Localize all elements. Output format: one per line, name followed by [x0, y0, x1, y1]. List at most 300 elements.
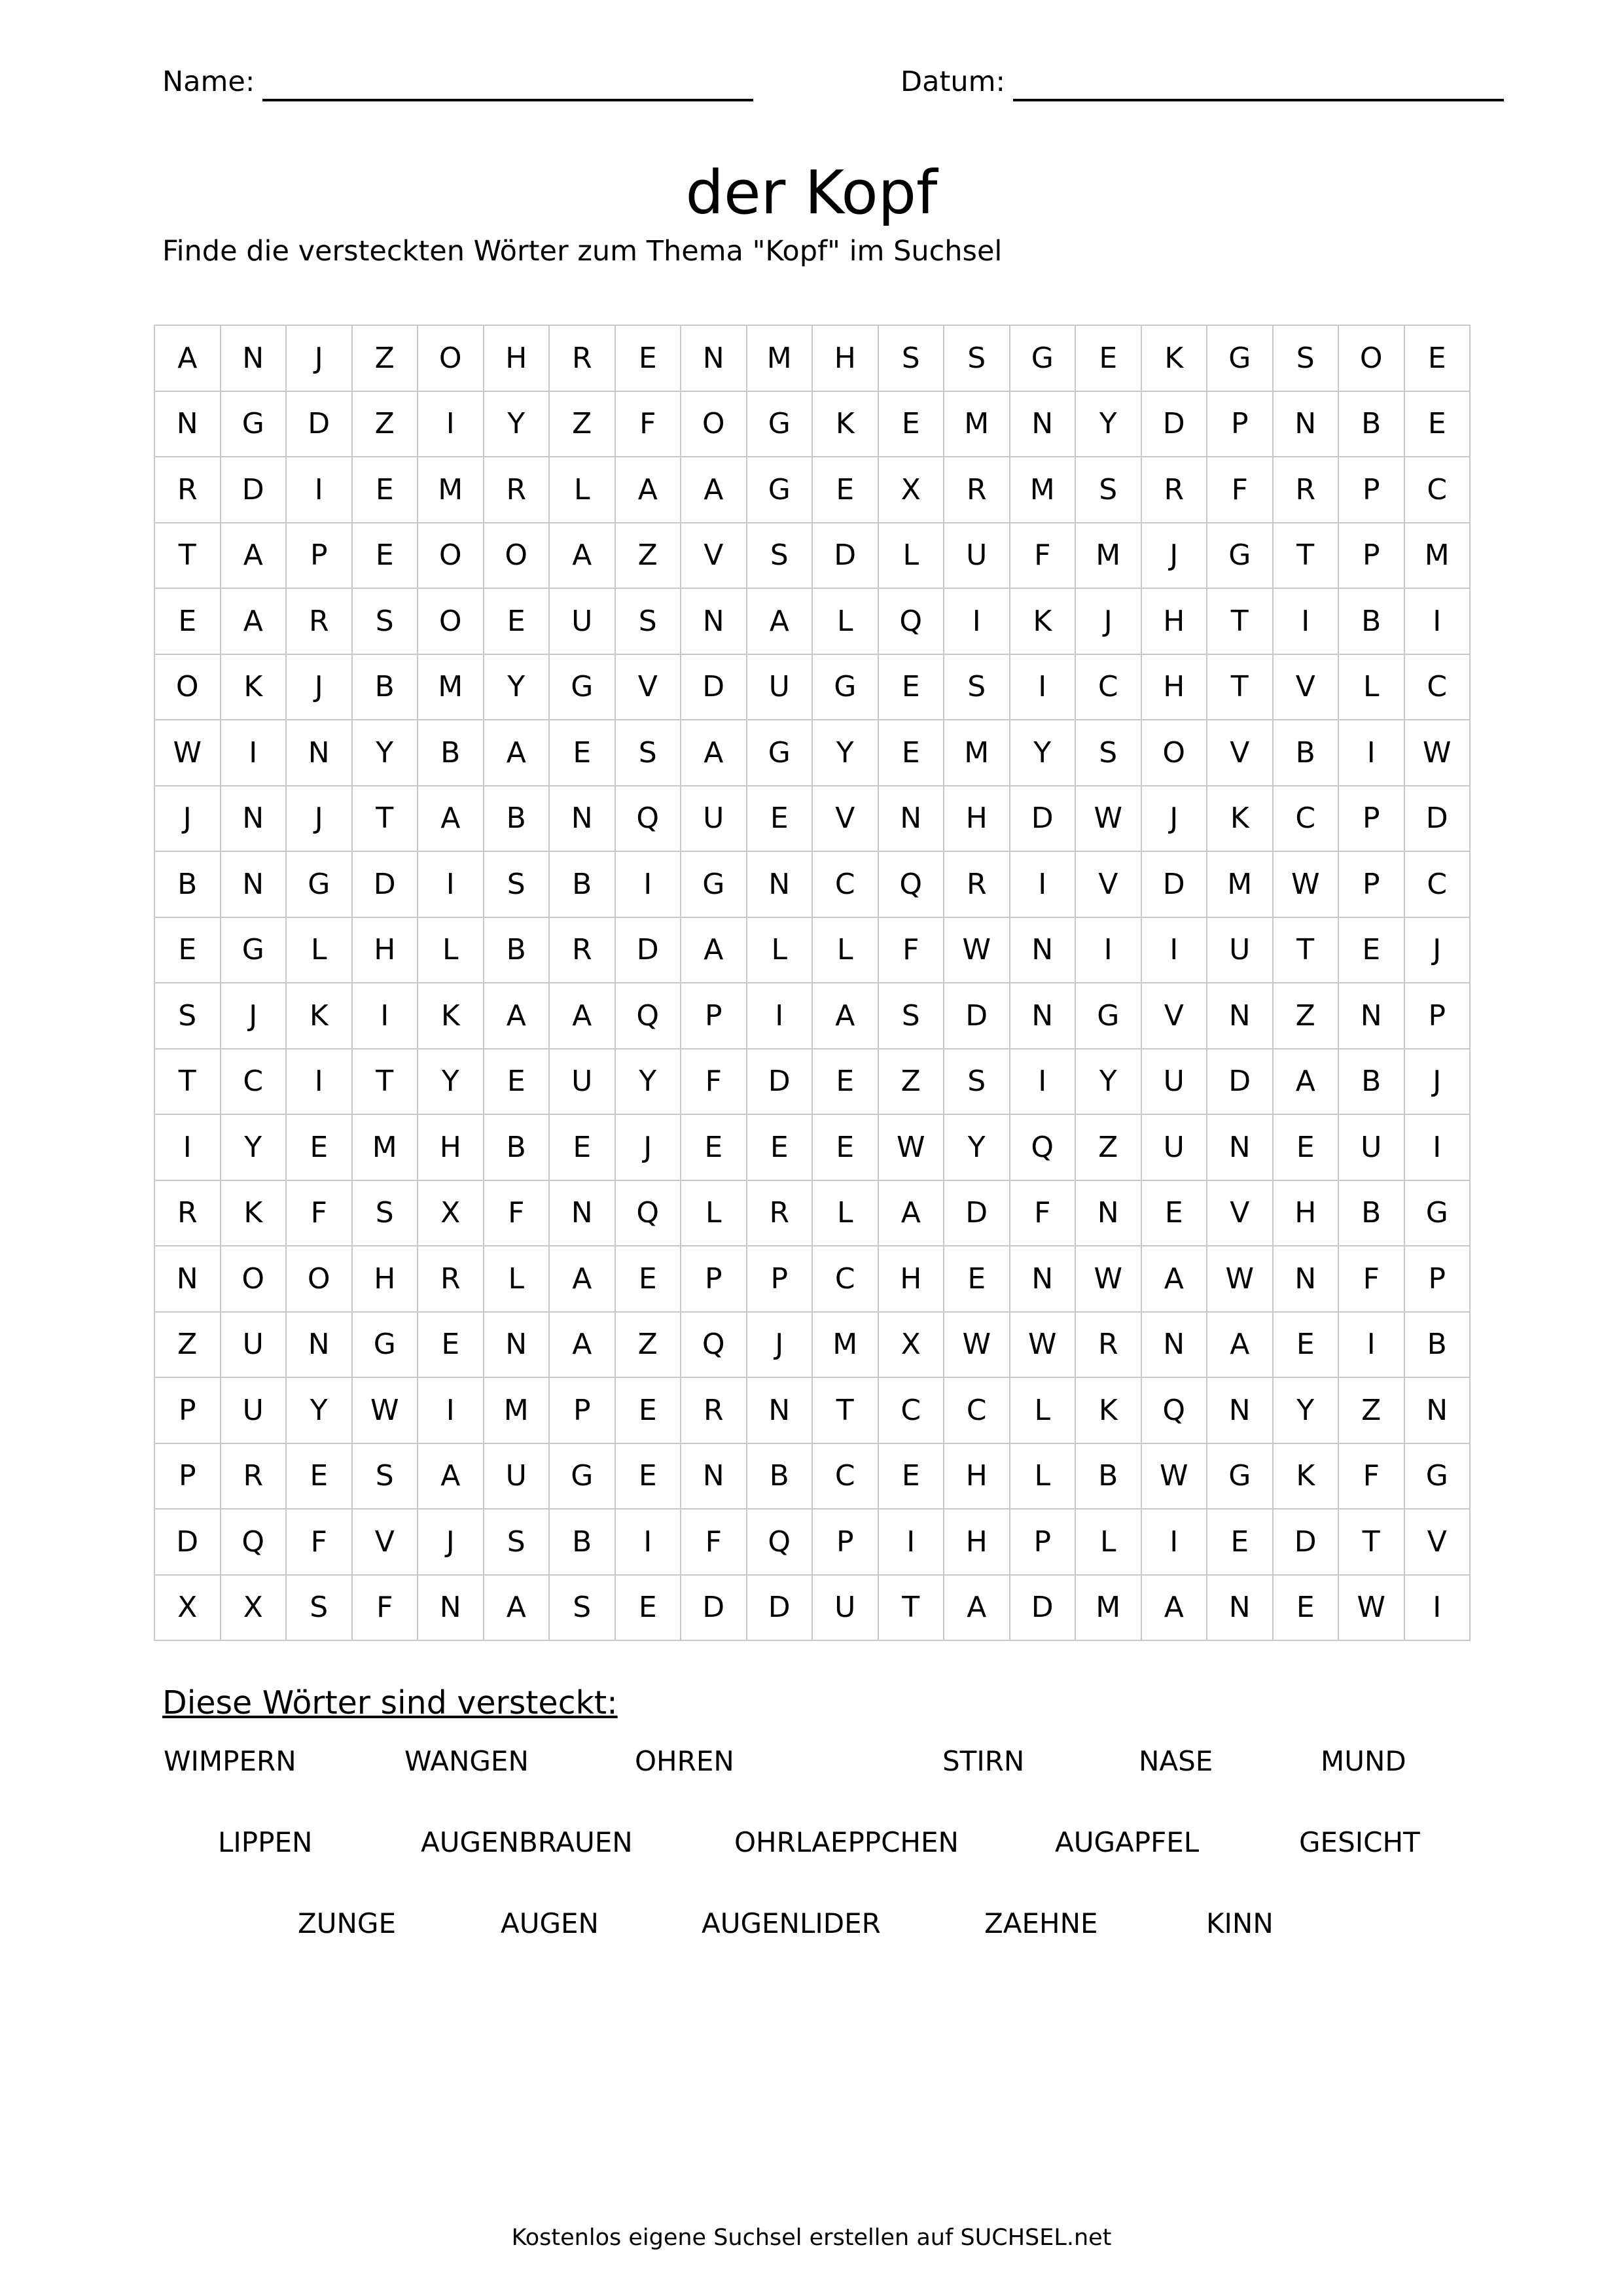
- grid-cell[interactable]: H: [418, 1115, 484, 1181]
- grid-cell[interactable]: V: [681, 523, 747, 590]
- grid-cell[interactable]: Y: [353, 720, 419, 786]
- grid-cell[interactable]: D: [747, 1050, 813, 1116]
- grid-cell[interactable]: I: [1142, 1510, 1208, 1576]
- grid-cell[interactable]: K: [221, 1181, 287, 1247]
- grid-cell[interactable]: L: [1010, 1444, 1077, 1510]
- grid-cell[interactable]: V: [1076, 852, 1142, 918]
- grid-cell[interactable]: G: [1010, 326, 1077, 392]
- grid-cell[interactable]: T: [155, 523, 221, 590]
- grid-cell[interactable]: G: [747, 392, 813, 458]
- grid-cell[interactable]: N: [550, 786, 616, 853]
- grid-cell[interactable]: E: [879, 1444, 945, 1510]
- grid-cell[interactable]: U: [550, 1050, 616, 1116]
- grid-cell[interactable]: T: [1274, 523, 1340, 590]
- grid-cell[interactable]: E: [353, 523, 419, 590]
- grid-cell[interactable]: I: [287, 1050, 353, 1116]
- grid-cell[interactable]: X: [155, 1576, 221, 1642]
- grid-cell[interactable]: N: [155, 392, 221, 458]
- grid-cell[interactable]: J: [155, 786, 221, 853]
- grid-cell[interactable]: L: [1076, 1510, 1142, 1576]
- grid-cell[interactable]: F: [287, 1510, 353, 1576]
- grid-cell[interactable]: D: [1010, 786, 1077, 853]
- grid-cell[interactable]: V: [353, 1510, 419, 1576]
- grid-cell[interactable]: Y: [1274, 1378, 1340, 1444]
- grid-cell[interactable]: E: [484, 589, 550, 655]
- grid-cell[interactable]: D: [747, 1576, 813, 1642]
- grid-cell[interactable]: F: [1339, 1444, 1405, 1510]
- grid-cell[interactable]: E: [747, 786, 813, 853]
- grid-cell[interactable]: E: [1076, 326, 1142, 392]
- grid-cell[interactable]: W: [1339, 1576, 1405, 1642]
- grid-cell[interactable]: D: [813, 523, 879, 590]
- grid-cell[interactable]: P: [155, 1378, 221, 1444]
- grid-cell[interactable]: E: [418, 1313, 484, 1379]
- grid-cell[interactable]: R: [944, 457, 1010, 523]
- grid-cell[interactable]: N: [155, 1246, 221, 1313]
- grid-cell[interactable]: D: [1274, 1510, 1340, 1576]
- grid-cell[interactable]: N: [221, 852, 287, 918]
- grid-cell[interactable]: J: [221, 983, 287, 1050]
- grid-cell[interactable]: C: [944, 1378, 1010, 1444]
- grid-cell[interactable]: S: [1076, 457, 1142, 523]
- grid-cell[interactable]: O: [484, 523, 550, 590]
- grid-cell[interactable]: M: [1010, 457, 1077, 523]
- grid-cell[interactable]: C: [1405, 457, 1471, 523]
- grid-cell[interactable]: S: [747, 523, 813, 590]
- grid-cell[interactable]: Z: [155, 1313, 221, 1379]
- grid-cell[interactable]: E: [1339, 918, 1405, 984]
- grid-cell[interactable]: S: [879, 983, 945, 1050]
- grid-cell[interactable]: Z: [1076, 1115, 1142, 1181]
- grid-cell[interactable]: R: [155, 1181, 221, 1247]
- grid-cell[interactable]: H: [813, 326, 879, 392]
- grid-cell[interactable]: O: [418, 589, 484, 655]
- grid-cell[interactable]: B: [550, 852, 616, 918]
- grid-cell[interactable]: J: [1142, 523, 1208, 590]
- grid-cell[interactable]: T: [1274, 918, 1340, 984]
- grid-cell[interactable]: I: [1010, 852, 1077, 918]
- grid-cell[interactable]: G: [1207, 1444, 1274, 1510]
- grid-cell[interactable]: D: [681, 1576, 747, 1642]
- grid-cell[interactable]: E: [616, 1378, 682, 1444]
- grid-cell[interactable]: U: [1207, 918, 1274, 984]
- grid-cell[interactable]: N: [681, 1444, 747, 1510]
- grid-cell[interactable]: J: [418, 1510, 484, 1576]
- grid-cell[interactable]: A: [747, 589, 813, 655]
- grid-cell[interactable]: S: [287, 1576, 353, 1642]
- grid-cell[interactable]: G: [747, 720, 813, 786]
- grid-cell[interactable]: N: [550, 1181, 616, 1247]
- grid-cell[interactable]: L: [287, 918, 353, 984]
- grid-cell[interactable]: T: [813, 1378, 879, 1444]
- grid-cell[interactable]: I: [353, 983, 419, 1050]
- grid-cell[interactable]: L: [1339, 655, 1405, 721]
- grid-cell[interactable]: V: [1274, 655, 1340, 721]
- grid-cell[interactable]: J: [287, 786, 353, 853]
- grid-cell[interactable]: B: [484, 918, 550, 984]
- grid-cell[interactable]: N: [1339, 983, 1405, 1050]
- grid-cell[interactable]: Q: [681, 1313, 747, 1379]
- grid-cell[interactable]: B: [550, 1510, 616, 1576]
- grid-cell[interactable]: Q: [616, 983, 682, 1050]
- grid-cell[interactable]: T: [879, 1576, 945, 1642]
- grid-cell[interactable]: E: [484, 1050, 550, 1116]
- grid-cell[interactable]: L: [813, 1181, 879, 1247]
- grid-cell[interactable]: A: [484, 983, 550, 1050]
- grid-cell[interactable]: P: [747, 1246, 813, 1313]
- grid-cell[interactable]: N: [747, 852, 813, 918]
- grid-cell[interactable]: L: [813, 589, 879, 655]
- grid-cell[interactable]: E: [681, 1115, 747, 1181]
- grid-cell[interactable]: V: [1207, 720, 1274, 786]
- grid-cell[interactable]: W: [879, 1115, 945, 1181]
- grid-cell[interactable]: N: [1142, 1313, 1208, 1379]
- grid-cell[interactable]: A: [681, 918, 747, 984]
- grid-cell[interactable]: X: [879, 457, 945, 523]
- grid-cell[interactable]: H: [353, 1246, 419, 1313]
- grid-cell[interactable]: T: [1207, 589, 1274, 655]
- grid-cell[interactable]: A: [484, 1576, 550, 1642]
- grid-cell[interactable]: G: [1076, 983, 1142, 1050]
- grid-cell[interactable]: G: [813, 655, 879, 721]
- grid-cell[interactable]: Z: [353, 326, 419, 392]
- grid-cell[interactable]: S: [353, 589, 419, 655]
- grid-cell[interactable]: J: [1142, 786, 1208, 853]
- grid-cell[interactable]: M: [944, 720, 1010, 786]
- grid-cell[interactable]: N: [1010, 392, 1077, 458]
- grid-cell[interactable]: P: [1339, 786, 1405, 853]
- grid-cell[interactable]: C: [1076, 655, 1142, 721]
- grid-cell[interactable]: H: [944, 1444, 1010, 1510]
- grid-cell[interactable]: B: [155, 852, 221, 918]
- grid-cell[interactable]: T: [1339, 1510, 1405, 1576]
- grid-cell[interactable]: E: [1274, 1313, 1340, 1379]
- grid-cell[interactable]: G: [287, 852, 353, 918]
- grid-cell[interactable]: A: [550, 1246, 616, 1313]
- grid-cell[interactable]: S: [550, 1576, 616, 1642]
- grid-cell[interactable]: L: [484, 1246, 550, 1313]
- grid-cell[interactable]: E: [879, 655, 945, 721]
- grid-cell[interactable]: U: [550, 589, 616, 655]
- grid-cell[interactable]: J: [1076, 589, 1142, 655]
- grid-cell[interactable]: M: [418, 655, 484, 721]
- grid-cell[interactable]: N: [287, 1313, 353, 1379]
- grid-cell[interactable]: B: [747, 1444, 813, 1510]
- grid-cell[interactable]: N: [1207, 1378, 1274, 1444]
- grid-cell[interactable]: I: [287, 457, 353, 523]
- grid-cell[interactable]: E: [155, 589, 221, 655]
- grid-cell[interactable]: S: [944, 1050, 1010, 1116]
- grid-cell[interactable]: Y: [287, 1378, 353, 1444]
- grid-cell[interactable]: E: [1274, 1576, 1340, 1642]
- grid-cell[interactable]: E: [155, 918, 221, 984]
- grid-cell[interactable]: D: [616, 918, 682, 984]
- grid-cell[interactable]: A: [1274, 1050, 1340, 1116]
- grid-cell[interactable]: F: [287, 1181, 353, 1247]
- grid-cell[interactable]: Y: [944, 1115, 1010, 1181]
- grid-cell[interactable]: A: [1142, 1576, 1208, 1642]
- grid-cell[interactable]: R: [1076, 1313, 1142, 1379]
- grid-cell[interactable]: B: [1076, 1444, 1142, 1510]
- grid-cell[interactable]: C: [1405, 655, 1471, 721]
- grid-cell[interactable]: N: [287, 720, 353, 786]
- grid-cell[interactable]: A: [484, 720, 550, 786]
- grid-cell[interactable]: L: [550, 457, 616, 523]
- grid-cell[interactable]: E: [1207, 1510, 1274, 1576]
- grid-cell[interactable]: R: [550, 326, 616, 392]
- grid-cell[interactable]: O: [1142, 720, 1208, 786]
- grid-cell[interactable]: B: [1339, 1181, 1405, 1247]
- grid-cell[interactable]: E: [813, 1115, 879, 1181]
- grid-cell[interactable]: K: [813, 392, 879, 458]
- grid-cell[interactable]: I: [1405, 1576, 1471, 1642]
- grid-cell[interactable]: F: [1010, 1181, 1077, 1247]
- grid-cell[interactable]: K: [418, 983, 484, 1050]
- grid-cell[interactable]: S: [1274, 326, 1340, 392]
- grid-cell[interactable]: A: [813, 983, 879, 1050]
- grid-cell[interactable]: M: [1207, 852, 1274, 918]
- grid-cell[interactable]: B: [484, 1115, 550, 1181]
- grid-cell[interactable]: M: [1405, 523, 1471, 590]
- grid-cell[interactable]: S: [353, 1181, 419, 1247]
- grid-cell[interactable]: N: [1207, 1115, 1274, 1181]
- grid-cell[interactable]: N: [1010, 983, 1077, 1050]
- grid-cell[interactable]: C: [813, 1246, 879, 1313]
- grid-cell[interactable]: J: [1405, 1050, 1471, 1116]
- grid-cell[interactable]: A: [418, 1444, 484, 1510]
- grid-cell[interactable]: R: [747, 1181, 813, 1247]
- grid-cell[interactable]: M: [813, 1313, 879, 1379]
- grid-cell[interactable]: A: [944, 1576, 1010, 1642]
- grid-cell[interactable]: E: [879, 392, 945, 458]
- grid-cell[interactable]: C: [813, 1444, 879, 1510]
- grid-cell[interactable]: R: [550, 918, 616, 984]
- grid-cell[interactable]: E: [550, 720, 616, 786]
- grid-cell[interactable]: N: [1274, 1246, 1340, 1313]
- grid-cell[interactable]: U: [1142, 1115, 1208, 1181]
- grid-cell[interactable]: G: [550, 1444, 616, 1510]
- grid-cell[interactable]: M: [418, 457, 484, 523]
- grid-cell[interactable]: G: [221, 918, 287, 984]
- grid-cell[interactable]: Z: [550, 392, 616, 458]
- grid-cell[interactable]: N: [747, 1378, 813, 1444]
- grid-cell[interactable]: E: [1405, 392, 1471, 458]
- grid-cell[interactable]: P: [1010, 1510, 1077, 1576]
- grid-cell[interactable]: Y: [221, 1115, 287, 1181]
- grid-cell[interactable]: A: [155, 326, 221, 392]
- grid-cell[interactable]: D: [287, 392, 353, 458]
- grid-cell[interactable]: O: [681, 392, 747, 458]
- grid-cell[interactable]: I: [1274, 589, 1340, 655]
- grid-cell[interactable]: U: [221, 1313, 287, 1379]
- grid-cell[interactable]: A: [1207, 1313, 1274, 1379]
- grid-cell[interactable]: C: [1274, 786, 1340, 853]
- grid-cell[interactable]: W: [1405, 720, 1471, 786]
- grid-cell[interactable]: E: [616, 326, 682, 392]
- grid-cell[interactable]: E: [813, 1050, 879, 1116]
- grid-cell[interactable]: W: [944, 918, 1010, 984]
- grid-cell[interactable]: N: [1207, 1576, 1274, 1642]
- grid-cell[interactable]: Q: [616, 786, 682, 853]
- grid-cell[interactable]: M: [1076, 1576, 1142, 1642]
- grid-cell[interactable]: K: [1207, 786, 1274, 853]
- grid-cell[interactable]: N: [1207, 983, 1274, 1050]
- grid-cell[interactable]: E: [616, 1576, 682, 1642]
- grid-cell[interactable]: I: [747, 983, 813, 1050]
- grid-cell[interactable]: M: [944, 392, 1010, 458]
- grid-cell[interactable]: C: [221, 1050, 287, 1116]
- grid-cell[interactable]: H: [1142, 589, 1208, 655]
- grid-cell[interactable]: B: [1339, 392, 1405, 458]
- grid-cell[interactable]: X: [418, 1181, 484, 1247]
- grid-cell[interactable]: U: [813, 1576, 879, 1642]
- name-line[interactable]: [262, 70, 753, 101]
- grid-cell[interactable]: T: [155, 1050, 221, 1116]
- grid-cell[interactable]: I: [418, 852, 484, 918]
- grid-cell[interactable]: T: [353, 786, 419, 853]
- grid-cell[interactable]: D: [681, 655, 747, 721]
- grid-cell[interactable]: Q: [879, 589, 945, 655]
- grid-cell[interactable]: G: [1405, 1181, 1471, 1247]
- grid-cell[interactable]: Y: [484, 392, 550, 458]
- grid-cell[interactable]: J: [287, 655, 353, 721]
- grid-cell[interactable]: W: [944, 1313, 1010, 1379]
- grid-cell[interactable]: U: [747, 655, 813, 721]
- grid-cell[interactable]: U: [1339, 1115, 1405, 1181]
- grid-cell[interactable]: Z: [1339, 1378, 1405, 1444]
- grid-cell[interactable]: Q: [1010, 1115, 1077, 1181]
- grid-cell[interactable]: H: [944, 1510, 1010, 1576]
- grid-cell[interactable]: E: [944, 1246, 1010, 1313]
- grid-cell[interactable]: P: [287, 523, 353, 590]
- grid-cell[interactable]: J: [616, 1115, 682, 1181]
- grid-cell[interactable]: H: [879, 1246, 945, 1313]
- grid-cell[interactable]: I: [155, 1115, 221, 1181]
- grid-cell[interactable]: L: [813, 918, 879, 984]
- grid-cell[interactable]: U: [1142, 1050, 1208, 1116]
- grid-cell[interactable]: I: [418, 1378, 484, 1444]
- name-field[interactable]: [162, 62, 753, 101]
- grid-cell[interactable]: K: [1274, 1444, 1340, 1510]
- grid-cell[interactable]: E: [1142, 1181, 1208, 1247]
- grid-cell[interactable]: N: [1076, 1181, 1142, 1247]
- grid-cell[interactable]: N: [484, 1313, 550, 1379]
- grid-cell[interactable]: I: [1142, 918, 1208, 984]
- grid-cell[interactable]: K: [1010, 589, 1077, 655]
- grid-cell[interactable]: Y: [1010, 720, 1077, 786]
- grid-cell[interactable]: K: [221, 655, 287, 721]
- grid-cell[interactable]: V: [1142, 983, 1208, 1050]
- grid-cell[interactable]: N: [1010, 1246, 1077, 1313]
- grid-cell[interactable]: L: [418, 918, 484, 984]
- grid-cell[interactable]: H: [944, 786, 1010, 853]
- date-line[interactable]: [1013, 70, 1504, 101]
- grid-cell[interactable]: J: [1405, 918, 1471, 984]
- grid-cell[interactable]: L: [747, 918, 813, 984]
- grid-cell[interactable]: B: [1405, 1313, 1471, 1379]
- grid-cell[interactable]: Z: [616, 1313, 682, 1379]
- grid-cell[interactable]: A: [550, 983, 616, 1050]
- grid-cell[interactable]: G: [353, 1313, 419, 1379]
- grid-cell[interactable]: H: [1142, 655, 1208, 721]
- grid-cell[interactable]: N: [1274, 392, 1340, 458]
- grid-cell[interactable]: A: [550, 1313, 616, 1379]
- grid-cell[interactable]: P: [1405, 983, 1471, 1050]
- grid-cell[interactable]: D: [1207, 1050, 1274, 1116]
- grid-cell[interactable]: S: [879, 326, 945, 392]
- grid-cell[interactable]: W: [353, 1378, 419, 1444]
- grid-cell[interactable]: I: [1010, 655, 1077, 721]
- grid-cell[interactable]: O: [1339, 326, 1405, 392]
- grid-cell[interactable]: E: [616, 1246, 682, 1313]
- grid-cell[interactable]: G: [1405, 1444, 1471, 1510]
- grid-cell[interactable]: B: [1339, 589, 1405, 655]
- grid-cell[interactable]: D: [221, 457, 287, 523]
- grid-cell[interactable]: M: [747, 326, 813, 392]
- grid-cell[interactable]: W: [1010, 1313, 1077, 1379]
- grid-cell[interactable]: Y: [616, 1050, 682, 1116]
- grid-cell[interactable]: I: [1405, 1115, 1471, 1181]
- grid-cell[interactable]: T: [1207, 655, 1274, 721]
- grid-cell[interactable]: I: [1339, 720, 1405, 786]
- grid-cell[interactable]: A: [681, 457, 747, 523]
- grid-cell[interactable]: Z: [616, 523, 682, 590]
- grid-cell[interactable]: W: [1076, 1246, 1142, 1313]
- grid-cell[interactable]: A: [616, 457, 682, 523]
- grid-cell[interactable]: W: [1142, 1444, 1208, 1510]
- grid-cell[interactable]: W: [1207, 1246, 1274, 1313]
- grid-cell[interactable]: I: [944, 589, 1010, 655]
- grid-cell[interactable]: Z: [1274, 983, 1340, 1050]
- grid-cell[interactable]: F: [879, 918, 945, 984]
- grid-cell[interactable]: E: [1274, 1115, 1340, 1181]
- grid-cell[interactable]: L: [681, 1181, 747, 1247]
- grid-cell[interactable]: S: [944, 326, 1010, 392]
- grid-cell[interactable]: S: [944, 655, 1010, 721]
- grid-cell[interactable]: N: [418, 1576, 484, 1642]
- grid-cell[interactable]: N: [681, 326, 747, 392]
- grid-cell[interactable]: N: [879, 786, 945, 853]
- grid-cell[interactable]: N: [221, 786, 287, 853]
- grid-cell[interactable]: R: [221, 1444, 287, 1510]
- grid-cell[interactable]: A: [221, 589, 287, 655]
- grid-cell[interactable]: B: [1339, 1050, 1405, 1116]
- grid-cell[interactable]: C: [813, 852, 879, 918]
- grid-cell[interactable]: O: [155, 655, 221, 721]
- grid-cell[interactable]: D: [944, 983, 1010, 1050]
- grid-cell[interactable]: A: [221, 523, 287, 590]
- grid-cell[interactable]: G: [1207, 523, 1274, 590]
- grid-cell[interactable]: I: [221, 720, 287, 786]
- grid-cell[interactable]: I: [616, 1510, 682, 1576]
- grid-cell[interactable]: R: [681, 1378, 747, 1444]
- grid-cell[interactable]: A: [879, 1181, 945, 1247]
- grid-cell[interactable]: S: [155, 983, 221, 1050]
- grid-cell[interactable]: V: [1405, 1510, 1471, 1576]
- grid-cell[interactable]: D: [353, 852, 419, 918]
- grid-cell[interactable]: E: [550, 1115, 616, 1181]
- grid-cell[interactable]: R: [484, 457, 550, 523]
- grid-cell[interactable]: A: [1142, 1246, 1208, 1313]
- grid-cell[interactable]: U: [221, 1378, 287, 1444]
- grid-cell[interactable]: P: [550, 1378, 616, 1444]
- grid-cell[interactable]: P: [155, 1444, 221, 1510]
- grid-cell[interactable]: R: [1142, 457, 1208, 523]
- grid-cell[interactable]: E: [1405, 326, 1471, 392]
- grid-cell[interactable]: U: [681, 786, 747, 853]
- grid-cell[interactable]: F: [616, 392, 682, 458]
- grid-cell[interactable]: W: [1076, 786, 1142, 853]
